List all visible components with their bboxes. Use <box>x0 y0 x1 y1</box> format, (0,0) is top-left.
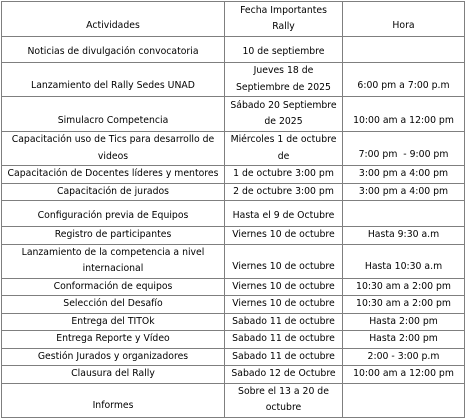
table-row <box>2 366 465 384</box>
activity-cell <box>2 63 225 97</box>
table-row <box>2 313 465 331</box>
table-row <box>2 278 465 296</box>
table-row <box>2 227 465 245</box>
date-cell <box>225 366 343 384</box>
activity-cell <box>2 331 225 349</box>
time-cell-line: 10:00 am a 12:00 pm <box>353 368 454 379</box>
activity-cell-line: videos <box>97 150 129 162</box>
date-cell-line: de 2025 <box>264 116 303 127</box>
activity-cell-line: Lanzamiento de la competencia a nivel <box>21 246 205 258</box>
time-cell <box>343 63 465 97</box>
date-cell-line: Viernes 10 de octubre <box>232 280 335 292</box>
time-cell <box>343 183 465 201</box>
activity-cell <box>2 313 225 331</box>
activity-cell <box>2 244 225 278</box>
activity-cell <box>2 183 225 201</box>
date-cell <box>225 313 343 331</box>
activity-cell <box>2 296 225 314</box>
date-cell <box>225 37 343 63</box>
table-row <box>2 383 465 417</box>
activity-cell-line: Configuración previa de Equipos <box>37 209 189 221</box>
date-cell <box>225 383 343 417</box>
activity-cell-line: Simulacro Competencia <box>57 114 169 126</box>
time-cell-line: Hasta 10:30 a.m <box>364 261 443 272</box>
activity-cell-line: Conformación de equipos <box>53 280 173 292</box>
table-row <box>2 183 465 201</box>
header-row <box>2 2 465 37</box>
time-cell <box>343 97 465 132</box>
activity-cell-line: Capacitación de Docentes líderes y mentores <box>7 168 219 179</box>
time-cell-line: 10:00 am a 12:00 pm <box>353 114 454 126</box>
time-cell-line: 10:30 am a 2:00 pm <box>356 298 451 309</box>
date-cell-line: de <box>277 150 290 162</box>
activity-cell <box>2 132 225 166</box>
date-cell <box>225 227 343 245</box>
activity-cell-line: Gestión Jurados y organizadores <box>37 350 189 362</box>
time-cell <box>343 383 465 417</box>
activity-cell-line: Noticias de divulgación convocatoria <box>27 45 199 57</box>
activity-cell-line: Capacitación uso de Tics para desarrollo de <box>11 134 215 145</box>
date-cell-line: Sabado 12 de Octubre <box>231 368 336 379</box>
time-cell <box>343 244 465 278</box>
time-cell-line: Hasta 9:30 a.m <box>367 229 440 240</box>
activity-cell <box>2 383 225 417</box>
date-cell-line: Sabado 11 de octubre <box>232 333 335 344</box>
table-row <box>2 63 465 97</box>
date-cell-line: Viernes 10 de octubre <box>232 298 335 309</box>
table-row <box>2 296 465 314</box>
activity-cell-line: Lanzamiento del Rally Sedes UNAD <box>31 79 195 91</box>
time-cell <box>343 37 465 63</box>
time-cell <box>343 201 465 227</box>
table-row <box>2 132 465 166</box>
activity-cell <box>2 348 225 366</box>
date-cell <box>225 296 343 314</box>
activity-cell-line: Entrega Reporte y Vídeo <box>56 333 170 344</box>
header-dates <box>225 2 343 37</box>
time-cell <box>343 366 465 384</box>
activity-cell <box>2 201 225 227</box>
table-row <box>2 331 465 349</box>
time-cell-line: 3:00 pm a 4:00 pm <box>358 168 449 179</box>
activity-cell <box>2 37 225 63</box>
time-cell-line: 10:30 am a 2:00 pm <box>356 280 451 292</box>
date-cell <box>225 97 343 132</box>
activity-cell <box>2 166 225 184</box>
activity-cell <box>2 227 225 245</box>
date-cell-line: 10 de septiembre <box>242 45 325 57</box>
time-cell-line: Hasta 2:00 pm <box>369 333 438 344</box>
activity-cell-line: Registro de participantes <box>54 229 172 240</box>
date-cell-line: Viernes 10 de octubre <box>232 229 335 240</box>
activity-cell-line: internacional <box>82 263 144 274</box>
schedule-table <box>1 1 465 418</box>
time-cell <box>343 166 465 184</box>
header-activities: Actividades <box>2 2 225 37</box>
date-cell-line: Sabado 11 de octubre <box>232 350 335 362</box>
date-cell <box>225 348 343 366</box>
table-row <box>2 348 465 366</box>
date-cell-line: 2 de octubre 3:00 pm <box>233 185 334 197</box>
date-cell-line: octubre <box>265 402 302 413</box>
header-dates-line2: Rally <box>272 21 295 32</box>
time-cell <box>343 132 465 166</box>
time-cell-line: 2:00 - 3:00 p.m <box>367 350 440 362</box>
activity-cell <box>2 97 225 132</box>
date-cell <box>225 63 343 97</box>
activity-cell-line: Informes <box>92 400 134 411</box>
date-cell-line: Sobre el 13 a 20 de <box>238 385 329 397</box>
time-cell-line: Hasta 2:00 pm <box>369 315 438 327</box>
date-cell-line: Sabado 11 de octubre <box>232 315 335 327</box>
date-cell <box>225 201 343 227</box>
header-dates-line1: Fecha Importantes <box>240 4 327 16</box>
date-cell <box>225 331 343 349</box>
date-cell-line: Viernes 10 de octubre <box>232 261 335 272</box>
table-row <box>2 244 465 278</box>
activity-cell-line: Selección del Desafío <box>63 298 163 309</box>
date-cell-line: 1 de octubre 3:00 pm <box>233 168 334 179</box>
date-cell <box>225 244 343 278</box>
activity-cell <box>2 366 225 384</box>
time-cell <box>343 348 465 366</box>
time-cell-line: 6:00 pm a 7:00 p.m <box>357 79 450 91</box>
date-cell-line: Sábado 20 Septiembre <box>230 99 337 111</box>
table-row <box>2 166 465 184</box>
date-cell-line: Hasta el 9 de Octubre <box>232 209 335 221</box>
date-cell <box>225 132 343 166</box>
date-cell-line: Jueves 18 de <box>253 65 314 76</box>
date-cell <box>225 183 343 201</box>
time-cell <box>343 278 465 296</box>
activity-cell-line: Entrega del TITOk <box>71 315 155 327</box>
table-row <box>2 97 465 132</box>
header-time: Hora <box>343 2 465 37</box>
date-cell <box>225 166 343 184</box>
table-row <box>2 201 465 227</box>
table-row <box>2 37 465 63</box>
date-cell <box>225 278 343 296</box>
time-cell-line: 3:00 pm a 4:00 pm <box>358 185 449 197</box>
time-cell <box>343 296 465 314</box>
activity-cell <box>2 278 225 296</box>
activity-cell-line: Capacitación de jurados <box>56 185 170 197</box>
time-cell <box>343 227 465 245</box>
date-cell-line: Miércoles 1 de octubre <box>230 134 337 145</box>
activity-cell-line: Clausura del Rally <box>71 368 155 379</box>
time-cell-line: 7:00 pm - 9:00 pm <box>358 148 449 160</box>
time-cell <box>343 331 465 349</box>
date-cell-line: Septiembre de 2025 <box>236 81 331 93</box>
time-cell <box>343 313 465 331</box>
